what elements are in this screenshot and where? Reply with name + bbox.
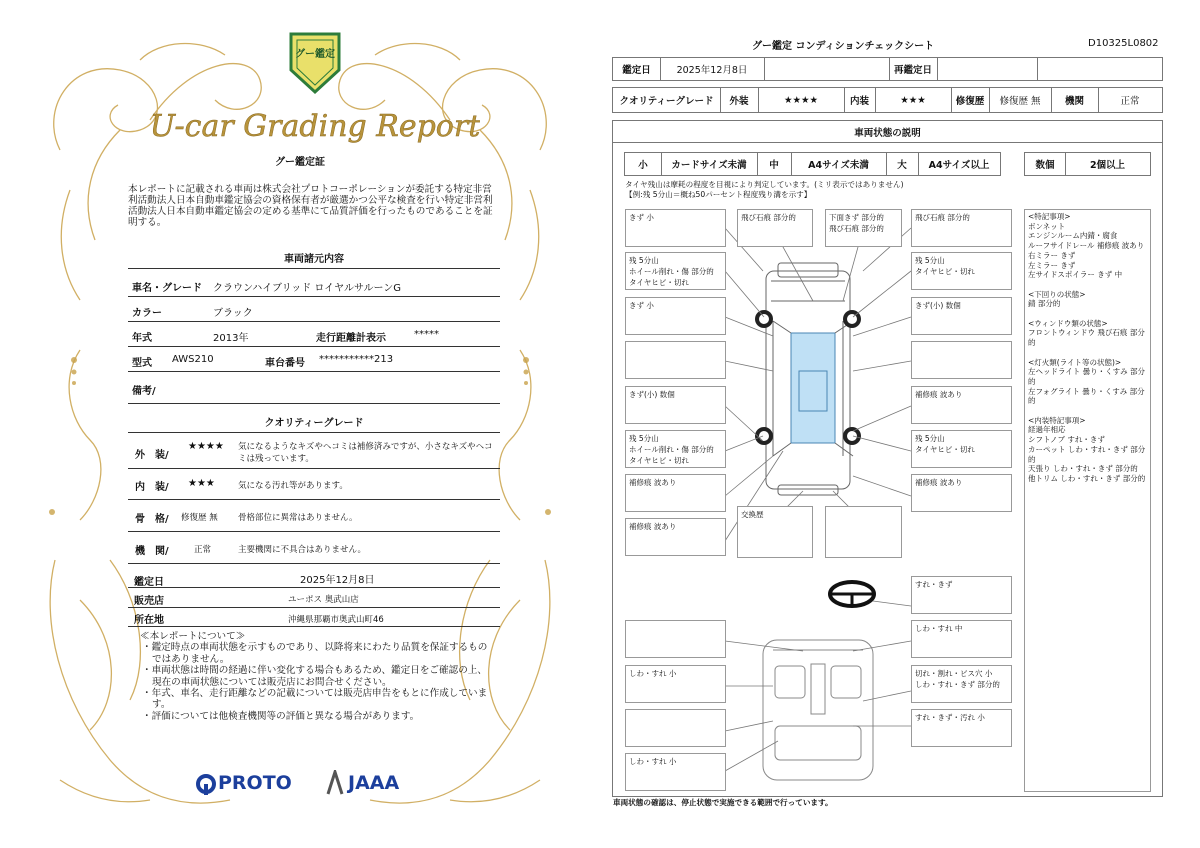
- special-note-line: ルーフサイドレール 補修痕 波あり: [1028, 241, 1145, 251]
- special-note-line: 左フォグライト 曇り・くすみ 部分的: [1028, 386, 1145, 406]
- divider: [764, 58, 765, 80]
- jaaa-logo-text: JAAA: [348, 772, 400, 794]
- divider: [128, 531, 500, 532]
- date-row: [612, 57, 1163, 81]
- divider: [128, 626, 500, 627]
- size-medium: 中: [769, 160, 779, 171]
- dealer-value: ユーポス 奥武山店: [288, 595, 359, 605]
- condition-box-tire-rear-left: 残 5分山 ホイール削れ・傷 部分的 タイヤヒビ・切れ: [625, 430, 726, 468]
- condition-box-tire-front-left: 残 5分山 ホイール削れ・傷 部分的 タイヤヒビ・切れ: [625, 252, 726, 290]
- condition-box-front-bumper: 飛び石痕 部分的: [737, 209, 813, 247]
- date-label: 鑑定日: [134, 577, 164, 588]
- notes-title: ≪本レポートについて≫: [140, 631, 246, 642]
- condition-box-interior-left-1: [625, 620, 726, 658]
- note-item: ・車両状態は時間の経過に伴い変化する場合もあるため、鑑定日をご確認の上、現在の車両状態については販売店にお問合せください。: [142, 665, 487, 688]
- frame-label: 骨 格/: [135, 514, 169, 525]
- reinspect-label: 再鑑定日: [893, 65, 932, 76]
- script-title-graphic: [150, 100, 480, 150]
- special-note-line: 左ヘッドライト 曇り・くすみ 部分的: [1028, 367, 1146, 386]
- mileage-label: 走行距離計表示: [316, 333, 386, 344]
- report-notes: [140, 631, 490, 722]
- repair-label: 修復歴: [955, 96, 985, 107]
- condition-box-interior-right-3: すれ・きず・汚れ 小: [911, 709, 1012, 747]
- interior-text: 気になる汚れ等があります。: [238, 481, 348, 491]
- count-label: 数個: [1035, 160, 1055, 171]
- condition-box-tire-front-right: 残 5分山 タイヤヒビ・切れ: [911, 252, 1012, 290]
- chassis-label: 車台番号: [265, 358, 305, 369]
- condition-box-front-left: きず 小: [625, 209, 726, 247]
- divider: [128, 607, 500, 608]
- engine-label: 機 関/: [135, 546, 169, 557]
- address-label: 所在地: [134, 615, 164, 626]
- condition-box-quarter-left: 補修痕 波あり: [625, 474, 726, 512]
- special-note-line: ボンネット: [1028, 221, 1066, 231]
- int-label: 内装: [849, 96, 869, 107]
- divider: [128, 296, 500, 297]
- special-note-line: 右ミラー きず: [1028, 250, 1076, 260]
- name-label: 車名・グレード: [132, 283, 202, 294]
- frame-value: 修復歴 無: [181, 513, 218, 523]
- size-medium-desc: A4サイズ未満: [808, 160, 869, 171]
- size-large-desc: A4サイズ以上: [928, 160, 990, 171]
- condition-box-interior-left-3: [625, 709, 726, 747]
- note-item: ・年式、車名、走行距離などの記載については販売店申告をもとに作成しています。: [142, 688, 488, 711]
- special-note-line: 経過年相応: [1028, 425, 1066, 435]
- engine-text: 主要機関に不具合はありません。: [238, 545, 367, 555]
- engine-value: 正常: [1120, 96, 1140, 107]
- divider: [128, 268, 500, 269]
- goo-badge-logo: [285, 30, 345, 96]
- frame-text: 骨格部位に異常はありません。: [238, 513, 358, 523]
- special-note-line: [1028, 406, 1147, 416]
- ext-label: 外装: [729, 96, 749, 107]
- divider: [128, 432, 500, 433]
- condition-box-rear-left: 補修痕 波あり: [625, 518, 726, 556]
- condition-box-interior-left-2: しわ・すれ 小: [625, 665, 726, 703]
- divider: [128, 371, 500, 372]
- condition-panel: [612, 120, 1163, 797]
- date-label: 鑑定日: [622, 65, 651, 76]
- color-value: ブラック: [213, 308, 253, 319]
- date-value: 2025年12月8日: [676, 65, 748, 76]
- special-note-line: <内装特記事項>: [1028, 415, 1086, 425]
- condition-box-mirror-left: きず 小: [625, 297, 726, 335]
- condition-box-tire-rear-right: 残 5分山 タイヤヒビ・切れ: [911, 430, 1012, 468]
- special-note-line: <特記事項>: [1028, 212, 1071, 221]
- special-note-line: [1028, 309, 1147, 319]
- dealer-label: 販売店: [134, 596, 164, 607]
- divider: [128, 321, 500, 322]
- interior-stars: ★★★: [188, 478, 215, 489]
- condition-box-door-left: [625, 341, 726, 379]
- badge-text: グー鑑定: [295, 49, 335, 60]
- remarks-label: 備考/: [132, 386, 156, 397]
- condition-box-interior-left-4: しわ・すれ 小: [625, 753, 726, 791]
- mileage-value: *****: [414, 329, 439, 340]
- condition-box-front-right: 飛び石痕 部分的: [911, 209, 1012, 247]
- sheet-code: D10325L0802: [1088, 38, 1159, 49]
- quality-section-title: クオリティーグレード: [264, 418, 364, 429]
- year-value: 2013年: [213, 333, 249, 344]
- engine-label: 機関: [1064, 96, 1084, 107]
- ext-stars: ★★★★: [783, 94, 819, 106]
- tire-note-1: タイヤ残山は摩耗の程度を目視により判定しています。(ミリ表示ではありません): [625, 180, 904, 189]
- repair-value: 修復歴 無: [999, 96, 1041, 107]
- interior-label: 内 装/: [135, 482, 169, 493]
- special-note-line: フロントウィンドウ 飛び石痕 部分的: [1028, 328, 1145, 348]
- year-label: 年式: [132, 333, 152, 344]
- condition-box-interior-right-1: しわ・すれ 中: [911, 620, 1012, 658]
- size-large: 大: [897, 160, 907, 171]
- exterior-label: 外 装/: [135, 450, 169, 461]
- condition-box-interior-right-2: 切れ・割れ・ビス穴 小 しわ・すれ・きず 部分的: [911, 665, 1012, 703]
- divider: [128, 468, 500, 469]
- int-stars: ★★★: [900, 94, 926, 106]
- spec-section-title: 車両諸元内容: [284, 254, 344, 265]
- condition-box-rear-bumper: 交換歴: [737, 506, 813, 558]
- model-value: AWS210: [172, 354, 214, 365]
- sheet-title: グー鑑定 コンディションチェックシート: [752, 41, 935, 52]
- address-value: 沖縄県那覇市奥武山町46: [288, 615, 384, 625]
- date-value: 2025年12月8日: [300, 575, 375, 586]
- model-label: 型式: [132, 358, 152, 369]
- condition-box-door-right: [911, 341, 1012, 379]
- count-desc: 2個以上: [1089, 160, 1126, 171]
- name-value: クラウンハイブリッド ロイヤルサルーンG: [213, 283, 402, 294]
- condition-box-rear-door-right: 補修痕 波あり: [911, 386, 1012, 424]
- grade-row: [612, 87, 1163, 113]
- certificate-title: グー鑑定証: [275, 157, 325, 168]
- condition-box-trunk: [825, 506, 902, 558]
- color-label: カラー: [132, 308, 162, 319]
- sheet-footer: 車両状態の確認は、停止状態で実施できる範囲で行っています。: [613, 798, 833, 807]
- note-item: ・鑑定時点の車両状態を示すものであり、以降将来にわたり品質を保証するものではありません。: [142, 642, 488, 665]
- script-title-text: U-car Grading Report: [150, 109, 480, 144]
- special-note-line: 他トリム しわ・すれ・きず 部分的: [1028, 473, 1146, 483]
- tire-note-2: 【例:残 5分山＝概ね50パーセント程度残り溝を示す】: [625, 190, 812, 199]
- certificate-statement: 本レポートに記載される車両は株式会社プロトコーポレーションが委託する特定非営利活動法人日本自動車鑑定協会の資格保有者が厳選かつ公平な検査を行い特定非営利活動法人日本自動車鑑定協会の定める基準にて品質評価を行ったものであることを証明する。: [128, 184, 493, 228]
- exterior-text: 気になるようなキズやヘコミは補修済みですが、小さなキズやヘコミは残っています。: [238, 442, 493, 464]
- note-item: ・評価については他検査機関等の評価と異なる場合があります。: [142, 710, 420, 722]
- special-note-line: エンジンルーム内錆・腐食: [1028, 231, 1118, 241]
- special-note-line: 天張り しわ・すれ・きず 部分的: [1028, 464, 1138, 474]
- condition-box-underbody: 下面きず 部分的 飛び石痕 部分的: [825, 209, 902, 247]
- special-note-line: シフトノブ すれ・きず: [1028, 435, 1105, 445]
- divider: [128, 403, 500, 404]
- grade-label: クオリティーグレード: [619, 96, 714, 107]
- condition-box-mirror-right: きず(小) 数個: [911, 297, 1012, 335]
- condition-box-quarter-right: 補修痕 波あり: [911, 474, 1012, 512]
- chassis-value: ***********213: [319, 354, 394, 365]
- proto-logo-text: PROTO: [218, 772, 292, 794]
- condition-box-rear-door-left: きず(小) 数個: [625, 386, 726, 424]
- special-note-line: 錆 部分的: [1028, 299, 1061, 309]
- special-note-line: カーペット しわ・すれ・きず 部分的: [1028, 444, 1146, 464]
- special-note-line: 左サイドスポイラー きず 中: [1028, 270, 1123, 280]
- special-notes-panel: [1024, 209, 1151, 792]
- divider: [128, 499, 500, 500]
- special-note-line: 左ミラー きず: [1028, 260, 1076, 270]
- size-small: 小: [638, 160, 648, 171]
- divider: [128, 563, 500, 564]
- special-note-line: [1028, 348, 1147, 358]
- divider: [128, 346, 500, 347]
- explain-title: 車両状態の説明: [613, 121, 1162, 143]
- size-small-desc: カードサイズ未満: [671, 160, 747, 171]
- special-note-line: <下回りの状態>: [1028, 289, 1086, 299]
- condition-box-steering: すれ・きず: [911, 576, 1012, 614]
- proto-logo-icon: [196, 773, 216, 795]
- divider: [1037, 58, 1038, 80]
- special-note-line: <ウィンドウ類の状態>: [1028, 318, 1108, 328]
- special-note-line: <灯火類(ライト等の状態)>: [1028, 357, 1122, 367]
- special-note-line: [1028, 280, 1147, 290]
- engine-value: 正常: [194, 545, 212, 555]
- condition-check-sheet: [600, 0, 1200, 848]
- divider: [128, 587, 500, 588]
- exterior-stars: ★★★★: [188, 441, 224, 452]
- divider: [937, 58, 938, 80]
